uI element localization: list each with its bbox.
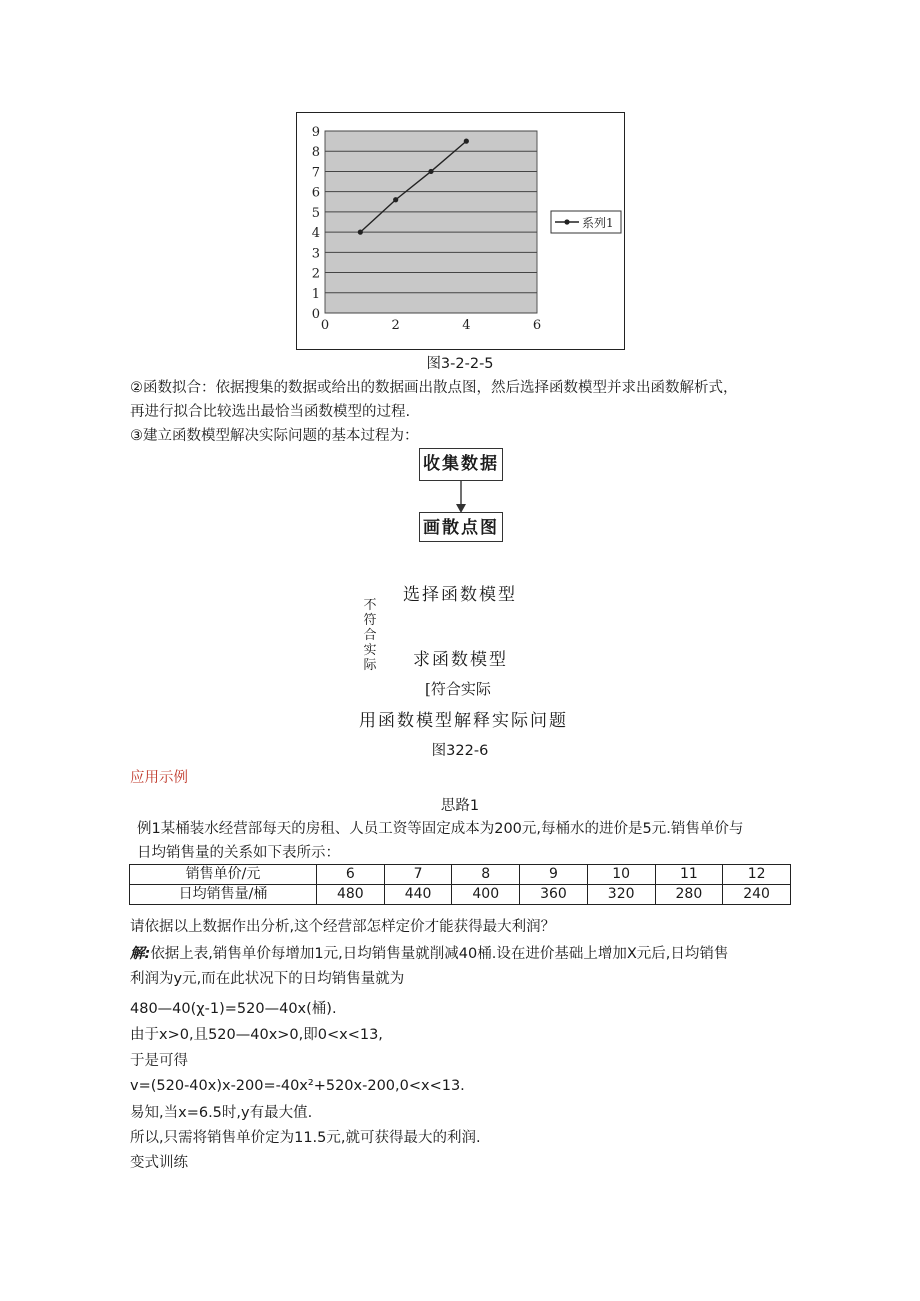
table-cell: 400: [452, 885, 520, 905]
solution-line-1: [130, 944, 728, 964]
y-tick-label: 5: [311, 205, 320, 221]
solution-label: 解:: [130, 946, 151, 962]
flow-step-scatter-plot: 画散点图: [419, 512, 503, 542]
y-tick-label: 1: [311, 286, 320, 302]
table-cell: 8: [452, 865, 520, 885]
flow-side-label: 不符合实际: [363, 598, 377, 673]
table-cell: 11: [655, 865, 723, 885]
solution-line-5: 于是可得: [130, 1053, 188, 1069]
figure-caption-2: 图322-6: [431, 743, 489, 759]
y-tick-label: 3: [311, 246, 320, 262]
solution-line-8: 所以,只需将销售单价定为11.5元,就可获得最大的利润.: [130, 1130, 481, 1146]
y-tick-label: 4: [311, 226, 320, 242]
table-cell: 6: [317, 865, 385, 885]
table-cell: 日均销售量/桶: [130, 885, 317, 905]
sales-table: [129, 864, 791, 905]
table-cell: 9: [520, 865, 588, 885]
legend-label: 系列1: [582, 216, 614, 230]
example-line-2: 日均销售量的关系如下表所示：: [137, 845, 340, 861]
table-cell: 440: [384, 885, 452, 905]
table-cell: 280: [655, 885, 723, 905]
solution-line-7: 易知,当x=6.5时,y有最大值.: [130, 1105, 313, 1121]
flow-step-interpret: 用函数模型解释实际问题: [359, 711, 568, 731]
table-cell: 320: [587, 885, 655, 905]
table-cell: 销售单价/元: [130, 865, 317, 885]
table-cell: 7: [384, 865, 452, 885]
flow-step-choose-model: 选择函数模型: [403, 585, 517, 605]
section-title: 应用示例: [130, 770, 188, 786]
flow-step-collect-data: 收集数据: [419, 448, 503, 481]
figure-caption-1: 图3-2-2-5: [426, 356, 494, 372]
paragraph-2-line-1: ②函数拟合：依据搜集的数据或给出的数据画出散点图，然后选择函数模型并求出函数解析式，: [130, 380, 738, 396]
flow-step-solve-model: 求函数模型: [413, 650, 508, 670]
table-row: [130, 865, 791, 885]
idea-title: 思路1: [440, 798, 480, 814]
solution-line-3: 480—40(χ-1)=520—40x(桶).: [130, 1001, 337, 1017]
table-cell: 480: [317, 885, 385, 905]
paragraph-2-line-2: 再进行拟合比较选出最恰当函数模型的过程.: [130, 404, 411, 420]
y-tick-label: 6: [311, 185, 320, 201]
y-tick-label: 7: [311, 165, 320, 181]
x-tick-label: 0: [320, 318, 330, 333]
solution-text: 依据上表,销售单价每增加1元,日均销售量就削减40桶.设在进价基础上增加X元后,日均销售: [150, 946, 729, 962]
table-cell: 240: [723, 885, 791, 905]
solution-line-2: 利润为y元,而在此状况下的日均销售量就为: [130, 971, 405, 987]
paragraph-3: ③建立函数模型解决实际问题的基本过程为：: [130, 428, 419, 444]
table-cell: 12: [723, 865, 791, 885]
x-tick-label: 2: [391, 318, 400, 333]
flow-fit-label: [符合实际: [425, 680, 491, 698]
example-line-1: 例1某桶装水经营部每天的房租、人员工资等固定成本为200元,每桶水的进价是5元.销售单价与: [137, 821, 744, 837]
table-row: [130, 885, 791, 905]
y-tick-label: 0: [311, 307, 320, 322]
x-tick-label: 4: [462, 318, 471, 333]
solution-line-9: 变式训练: [130, 1155, 188, 1171]
question: 请依据以上数据作出分析,这个经营部怎样定价才能获得最大利润？: [130, 919, 556, 935]
table-cell: 10: [587, 865, 655, 885]
table-cell: 360: [520, 885, 588, 905]
y-tick-label: 9: [311, 125, 320, 140]
y-tick-label: 2: [311, 266, 320, 282]
y-tick-label: 8: [311, 145, 320, 161]
x-tick-label: 6: [532, 318, 542, 333]
solution-line-4: 由于x>0,且520—40x>0,即0<x<13,: [130, 1027, 383, 1043]
solution-line-6: v=(520-40x)x-200=-40x²+520x-200,0<x<13.: [130, 1078, 465, 1094]
